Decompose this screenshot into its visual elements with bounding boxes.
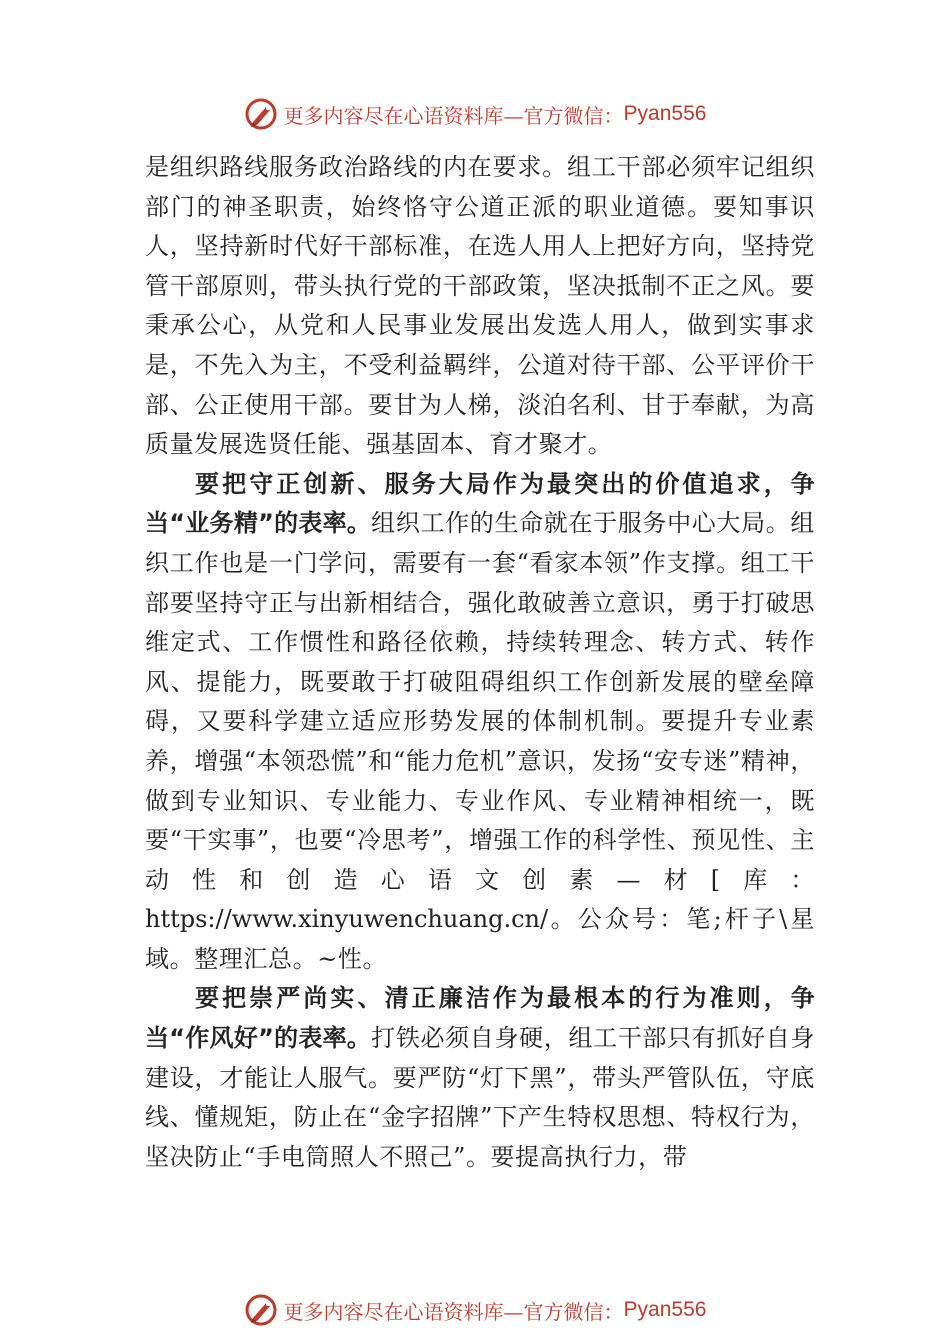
paragraph-2-lead: 要把守正创新、服务大局作为最突出的价值追求，争当“业务精”的表率。 [145,469,815,538]
paragraph-3-body: 打铁必须自身硬，组工干部只有抓好自身建设，才能让人服气。要严防“灯下黑”，带头严管队伍，守底线、懂规矩，防止在“金字招牌”下产生特权思想、特权行为，坚决防止“手电筒照人不照己”。要提高执行力，带 [145,1024,815,1171]
header-watermark-banner [0,94,950,134]
paragraph-3-lead: 要把崇严尚实、清正廉洁作为最根本的行为准则，争当“作风好”的表率。 [145,984,815,1053]
paragraph-2-tail: 。公众号：笔;杆子\星域。整理汇总。~性。 [145,905,815,973]
footer-watermark-id: Pyan556 [623,1298,707,1321]
header-watermark-id: Pyan556 [623,102,707,125]
paragraph-1: 是组织路线服务政治路线的内在要求。组工干部必须牢记组织部门的神圣职责，始终恪守公道正派的职业道德。要知事识人，坚持新时代好干部标准，在选人用人上把好方向，坚持党管干部原则，带头执行党的干部政策，坚决抵制不正之风。要秉承公心，从党和人民事业发展出发选人用人，做到实事求是，不先入为主，不受利益羁绊，公道对待干部、公平评价干部、公正使用干部。要甘为人梯，淡泊名利、甘于奉献，为高质量发展选贤任能、强基固本、育才聚才。 [145,153,815,459]
footer-watermark-text: 更多内容尽在心语资料库—官方微信： [283,1299,624,1324]
header-watermark-text: 更多内容尽在心语资料库—官方微信： [283,103,624,128]
paragraph-2-url: https://www.xinyuwenchuang.cn/ [145,905,549,934]
pen-logo-icon [244,1293,278,1327]
paragraph-2-body: 组织工作的生命就在于服务中心大局。组织工作也是一门学问，需要有一套“看家本领”作支撑。组工干部要坚持守正与出新相结合，强化敢破善立意识，勇于打破思维定式、工作惯性和路径依赖，持续转理念、转方式、转作风、提能力，既要敢于打破阻碍组织工作创新发展的壁垒障碍，又要科学建立适应形势发展的体制机制。要提升专业素养，增强“本领恐慌”和“能力危机”意识，发扬“安专迷”精神，做到专业知识、专业能力、专业作风、专业精神相统一，既要“干实事”，也要“冷思考”，增强工作的科学性、预见性、主动性和创造心语文创素—材[库： [145,509,815,894]
pen-logo-icon [244,97,278,131]
paragraph-3 [145,979,815,1177]
paragraph-2 [145,465,815,980]
document-body [145,148,815,1177]
footer-watermark-banner [0,1290,950,1330]
header-watermark-inner [244,97,707,131]
footer-watermark-inner [244,1293,707,1327]
